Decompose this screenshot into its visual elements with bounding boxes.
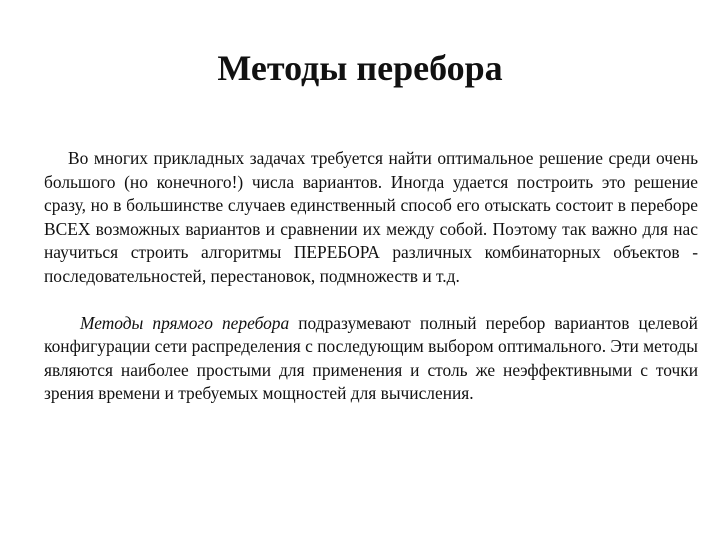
paragraph-brute-force-intro: Во многих прикладных задачах требуется найти оптимальное решение среди очень большого (но конечного!) числа вариантов. Иногда удается построить это решение сразу, но в большинстве случаев единственный способ его отыскать состоит в переборе ВСЕХ возможных вариантов и сравнении их между собой. Поэтому так важно для нас научиться строить алгоритмы ПЕРЕБОРА различных комбинаторных объектов - последовательностей, перестановок, подмножеств и т.д. [44, 148, 698, 286]
direct-search-term: Методы прямого перебора [80, 312, 290, 333]
slide-title: Методы перебора [217, 48, 503, 88]
paragraph-direct-search-methods [44, 312, 698, 406]
slide-body [44, 147, 698, 406]
direct-search-description: подразумевают полный перебор вариантов целевой конфигурации сети распределения с последующим выбором оптимального. Эти методы являются наиболее простыми для применения и столь же неэффективными с точки зрения времени и требуемых мощностей для вычисления. [44, 312, 698, 403]
